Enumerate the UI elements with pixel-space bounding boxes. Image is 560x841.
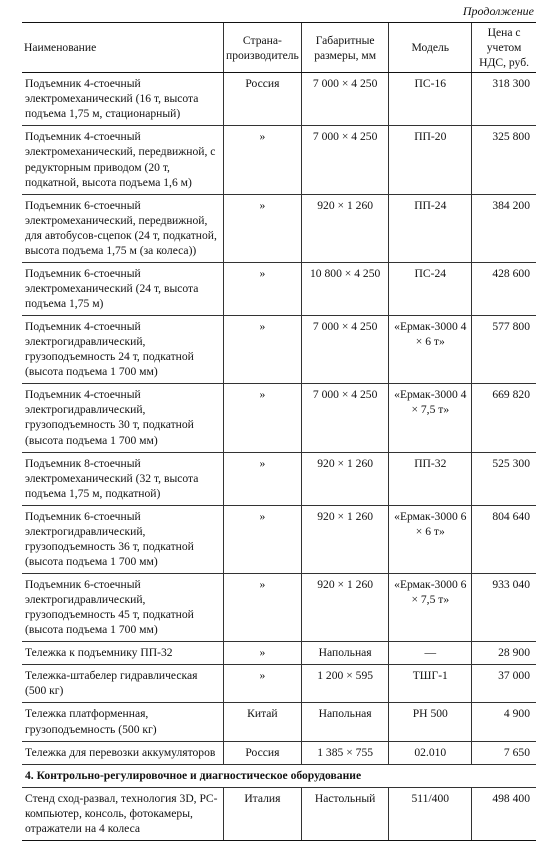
cell-name: Тележка платформенная, грузоподъемность (500 кг) [22, 703, 223, 741]
cell-price: 318 300 [472, 73, 536, 126]
cell-country: Россия [223, 741, 301, 764]
cell-model: — [389, 642, 472, 665]
cell-country: » [223, 574, 301, 642]
table-row [22, 194, 536, 262]
cell-country: » [223, 316, 301, 384]
cell-model: ПС-24 [389, 262, 472, 315]
cell-price: 384 200 [472, 194, 536, 262]
cell-model: «Ермак-3000 4 × 7,5 т» [389, 384, 472, 452]
cell-price: 669 820 [472, 384, 536, 452]
cell-price: 325 800 [472, 126, 536, 194]
cell-price: 428 600 [472, 262, 536, 315]
cell-name: Подъемник 6-стоечный электрогидравлический, грузоподъемность 36 т, подкатной (высота подъема 1 700 мм) [22, 505, 223, 573]
cell-name: Стенд сход-развал, технология 3D, PC-компьютер, консоль, фотокамеры, отражатели на 4 колеса [22, 787, 223, 840]
table-row [22, 642, 536, 665]
cell-name: Подъемник 4-стоечный электромеханический, передвижной, с редукторным приводом (20 т, подкатной, высота подъема 1,6 м) [22, 126, 223, 194]
table-row [22, 126, 536, 194]
cell-name: Подъемник 4-стоечный электрогидравлический, грузоподъемность 24 т, подкатной (высота подъема 1 700 мм) [22, 316, 223, 384]
table-row [22, 741, 536, 764]
cell-country: Россия [223, 73, 301, 126]
cell-name: Тележка для перевозки аккумуляторов [22, 741, 223, 764]
cell-name: Подъемник 6-стоечный электромеханический, передвижной, для автобусов-сцепок (24 т, подкатной, высота подъема 1,75 м (за колеса)) [22, 194, 223, 262]
cell-dimensions: 920 × 1 260 [301, 194, 389, 262]
cell-dimensions: 7 000 × 4 250 [301, 316, 389, 384]
header-price: Цена с учетом НДС, руб. [472, 23, 536, 73]
cell-price: 577 800 [472, 316, 536, 384]
continuation-label: Продолжение [462, 4, 534, 18]
cell-model: «Ермак-3000 6 × 6 т» [389, 505, 472, 573]
cell-country: » [223, 665, 301, 703]
header-country: Страна-производитель [223, 23, 301, 73]
table-row [22, 665, 536, 703]
cell-country: » [223, 452, 301, 505]
cell-price: 804 640 [472, 505, 536, 573]
cell-country: » [223, 262, 301, 315]
cell-dimensions: 10 800 × 4 250 [301, 262, 389, 315]
cell-name: Подъемник 8-стоечный электромеханический (32 т, высота подъема 1,75 м, подкатной) [22, 452, 223, 505]
cell-model: ПП-32 [389, 452, 472, 505]
cell-name: Тележка-штабелер гидравлическая (500 кг) [22, 665, 223, 703]
cell-country: » [223, 194, 301, 262]
cell-model: 02.010 [389, 741, 472, 764]
table-row [22, 316, 536, 384]
header-name: Наименование [22, 23, 223, 73]
table-row [22, 384, 536, 452]
equipment-price-table [22, 22, 536, 841]
cell-dimensions: 7 000 × 4 250 [301, 384, 389, 452]
cell-dimensions: 1 200 × 595 [301, 665, 389, 703]
cell-country: » [223, 505, 301, 573]
table-header-row [22, 23, 536, 73]
cell-name: Тележка к подъемнику ПП-32 [22, 642, 223, 665]
cell-dimensions: 1 385 × 755 [301, 741, 389, 764]
table-row [22, 574, 536, 642]
table-row [22, 262, 536, 315]
table-row [22, 452, 536, 505]
table-row [22, 73, 536, 126]
cell-name: Подъемник 4-стоечный электромеханический (16 т, высота подъема 1,75 м, стационарный) [22, 73, 223, 126]
table-row [22, 505, 536, 573]
cell-dimensions: Напольная [301, 703, 389, 741]
table-body [22, 73, 536, 841]
cell-price: 4 900 [472, 703, 536, 741]
cell-price: 525 300 [472, 452, 536, 505]
cell-model: ПП-20 [389, 126, 472, 194]
cell-dimensions: 920 × 1 260 [301, 505, 389, 573]
cell-dimensions: 7 000 × 4 250 [301, 126, 389, 194]
cell-name: Подъемник 4-стоечный электрогидравлический, грузоподъемность 30 т, подкатной (высота подъема 1 700 мм) [22, 384, 223, 452]
cell-country: » [223, 126, 301, 194]
cell-model: ТШГ-1 [389, 665, 472, 703]
section-row [22, 764, 536, 787]
cell-name: Подъемник 6-стоечный электрогидравлический, грузоподъемность 45 т, подкатной (высота подъема 1 700 мм) [22, 574, 223, 642]
cell-model: ПС-16 [389, 73, 472, 126]
cell-country: Китай [223, 703, 301, 741]
cell-price: 37 000 [472, 665, 536, 703]
cell-dimensions: 920 × 1 260 [301, 452, 389, 505]
cell-country: » [223, 642, 301, 665]
cell-dimensions: Напольная [301, 642, 389, 665]
cell-dimensions: 7 000 × 4 250 [301, 73, 389, 126]
header-dimensions: Габаритные размеры, мм [301, 23, 389, 73]
cell-country: » [223, 384, 301, 452]
table-row [22, 703, 536, 741]
cell-model: ПП-24 [389, 194, 472, 262]
cell-price: 498 400 [472, 787, 536, 840]
section-title: 4. Контрольно-регулировочное и диагностическое оборудование [22, 764, 536, 787]
cell-name: Подъемник 6-стоечный электромеханический (24 т, высота подъема 1,75 м) [22, 262, 223, 315]
header-model: Модель [389, 23, 472, 73]
cell-model: 511/400 [389, 787, 472, 840]
cell-dimensions: 920 × 1 260 [301, 574, 389, 642]
cell-dimensions: Настольный [301, 787, 389, 840]
cell-model: «Ермак-3000 4 × 6 т» [389, 316, 472, 384]
cell-country: Италия [223, 787, 301, 840]
table-row [22, 787, 536, 840]
cell-price: 7 650 [472, 741, 536, 764]
cell-model: РН 500 [389, 703, 472, 741]
cell-price: 28 900 [472, 642, 536, 665]
cell-model: «Ермак-3000 6 × 7,5 т» [389, 574, 472, 642]
cell-price: 933 040 [472, 574, 536, 642]
